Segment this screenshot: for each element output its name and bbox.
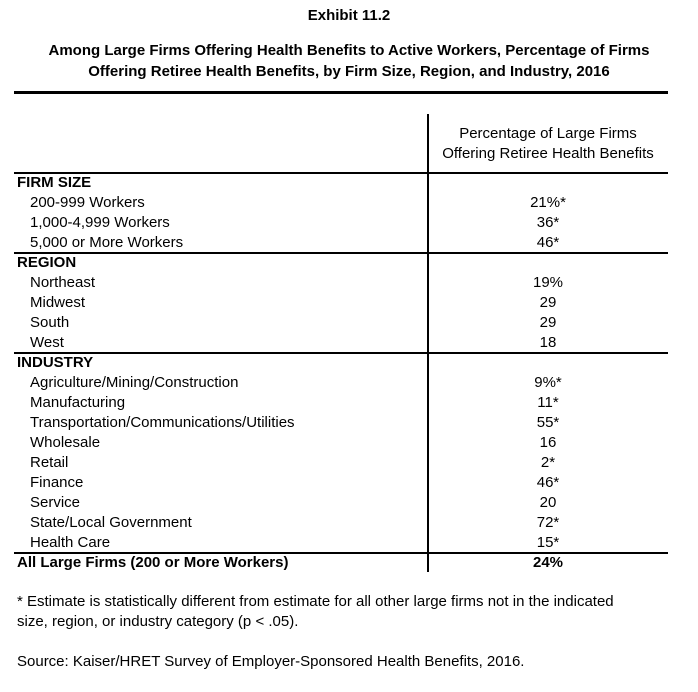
- table-row: [14, 193, 668, 213]
- row-label: Agriculture/Mining/Construction: [30, 374, 239, 391]
- table-row: [14, 533, 668, 553]
- table-row: [14, 453, 668, 473]
- row-value: 18: [539, 334, 557, 351]
- section-heading-label: FIRM SIZE: [17, 174, 92, 191]
- row-value: 72*: [536, 514, 560, 531]
- row-label: West: [30, 334, 64, 351]
- table-row: [14, 473, 668, 493]
- section-heading-firm-size: [14, 173, 668, 193]
- column-header-line-1: Percentage of Large Firms: [459, 125, 637, 142]
- footnote: [17, 592, 677, 632]
- title-line-2: Offering Retiree Health Benefits, by Firm Size, Region, and Industry, 2016: [88, 63, 610, 80]
- title-line-1: Among Large Firms Offering Health Benefits to Active Workers, Percentage of Firms: [48, 42, 650, 59]
- row-label: Finance: [30, 474, 84, 491]
- row-label: 5,000 or More Workers: [30, 234, 184, 251]
- row-label: Northeast: [30, 274, 96, 291]
- row-value: 2*: [540, 454, 556, 471]
- row-value: 21%*: [530, 194, 566, 211]
- top-rule: [14, 91, 668, 94]
- row-label: South: [30, 314, 70, 331]
- table-title: [0, 40, 698, 82]
- row-value: 20: [539, 494, 557, 511]
- table-row: [14, 413, 668, 433]
- row-label: State/Local Government: [30, 514, 192, 531]
- column-header-line-2: Offering Retiree Health Benefits: [442, 145, 654, 162]
- total-label: All Large Firms (200 or More Workers): [17, 554, 289, 571]
- row-label: 200-999 Workers: [30, 194, 145, 211]
- row-value: 46*: [536, 234, 560, 251]
- row-value: 19%: [532, 274, 564, 291]
- row-label: 1,000-4,999 Workers: [30, 214, 170, 231]
- table-row: [14, 433, 668, 453]
- row-label: Midwest: [30, 294, 86, 311]
- row-value: 16: [539, 434, 557, 451]
- table-row: [14, 313, 668, 333]
- table-row: [14, 293, 668, 313]
- row-value: 29: [539, 314, 557, 331]
- total-value: 24%: [532, 554, 564, 571]
- row-label: Retail: [30, 454, 69, 471]
- section-heading-industry: [14, 353, 668, 373]
- row-value: 11*: [537, 394, 559, 411]
- column-header: [430, 124, 666, 164]
- table-row: [14, 373, 668, 393]
- exhibit-label: Exhibit 11.2: [307, 7, 391, 24]
- table-row: [14, 513, 668, 533]
- footnote-line-1: * Estimate is statistically different from estimate for all other large firms not in the indicated: [17, 593, 614, 610]
- table-row: [14, 233, 668, 253]
- footnote-line-2: size, region, or industry category (p < .05).: [17, 613, 299, 630]
- section-heading-label: INDUSTRY: [17, 354, 94, 371]
- row-value: 46*: [536, 474, 560, 491]
- table-row: [14, 393, 668, 413]
- total-row: [14, 553, 668, 573]
- table-row: [14, 333, 668, 353]
- row-value: 9%*: [534, 374, 562, 391]
- row-value: 36*: [536, 214, 560, 231]
- table-row: [14, 493, 668, 513]
- row-label: Transportation/Communications/Utilities: [30, 414, 295, 431]
- row-value: 29: [539, 294, 557, 311]
- section-heading-region: [14, 253, 668, 273]
- row-label: Manufacturing: [30, 394, 126, 411]
- row-value: 55*: [536, 414, 560, 431]
- row-value: 15*: [536, 534, 560, 551]
- source-note: Source: Kaiser/HRET Survey of Employer-Sponsored Health Benefits, 2016.: [17, 653, 525, 670]
- section-heading-label: REGION: [17, 254, 77, 271]
- row-label: Service: [30, 494, 81, 511]
- row-label: Health Care: [30, 534, 111, 551]
- row-label: Wholesale: [30, 434, 101, 451]
- table-row: [14, 213, 668, 233]
- table-row: [14, 273, 668, 293]
